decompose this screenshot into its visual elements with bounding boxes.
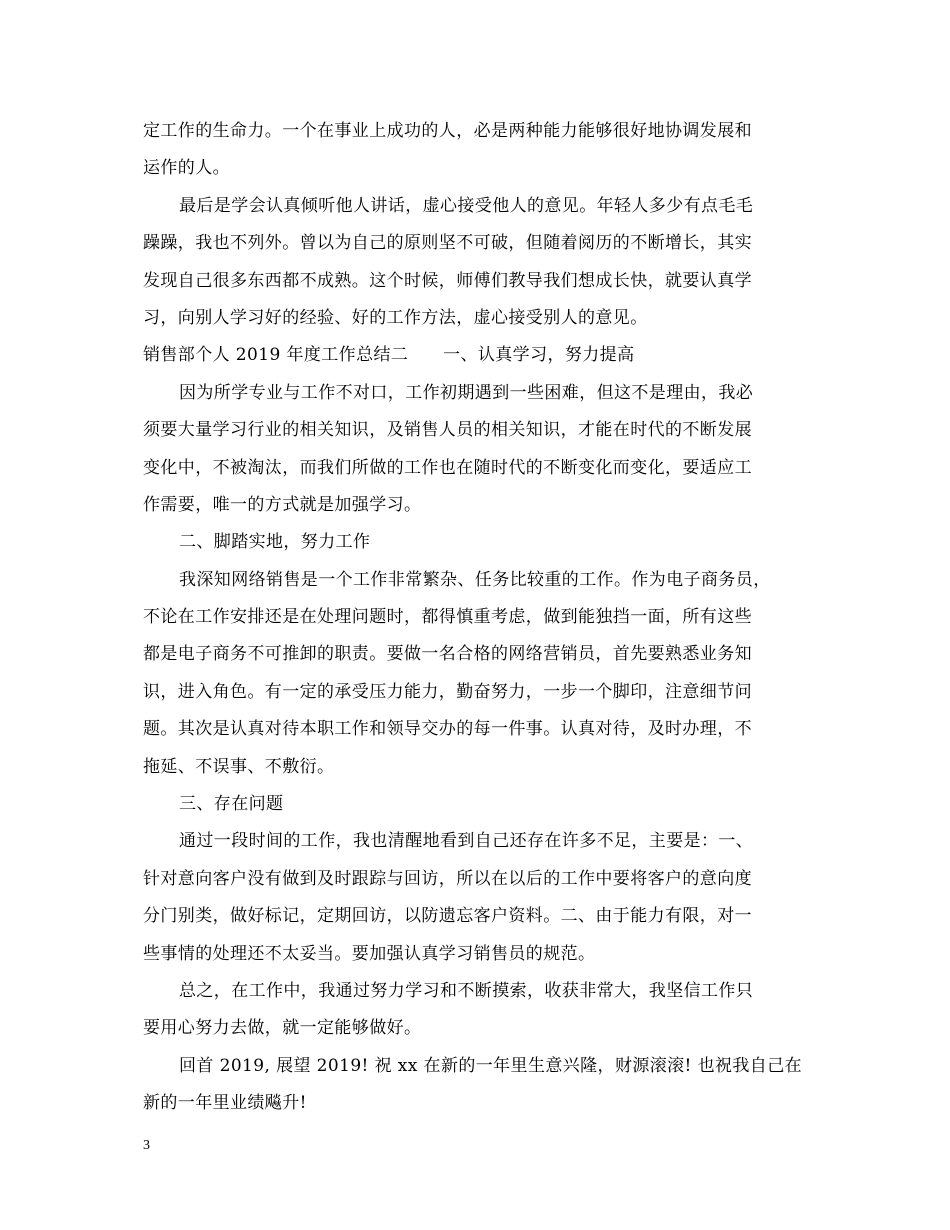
text-line: 不论在工作安排还是在处理问题时，都得慎重考虑，做到能独挡一面，所有这些 bbox=[143, 607, 752, 628]
text-line: 题。其次是认真对待本职工作和领导交办的每一件事。认真对待，及时办理，不 bbox=[143, 719, 752, 740]
text-line: 通过一段时间的工作，我也清醒地看到自己还存在许多不足，主要是：一、 bbox=[179, 831, 754, 852]
text-line: 针对意向客户没有做到及时跟踪与回访，所以在以后的工作中要将客户的意向度 bbox=[143, 868, 752, 889]
text-line: 作需要，唯一的方式就是加强学习。 bbox=[143, 494, 422, 515]
text-line: 最后是学会认真倾听他人讲话，虚心接受他人的意见。年轻人多少有点毛毛 bbox=[179, 195, 754, 216]
text-line: 定工作的生命力。一个在事业上成功的人，必是两种能力能够很好地协调发展和 bbox=[143, 121, 752, 141]
text-line: 变化中，不被淘汰，而我们所做的工作也在随时代的不断变化而变化，要适应工 bbox=[143, 457, 752, 478]
document-body bbox=[143, 113, 813, 1123]
text-line: 发现自己很多东西都不成熟。这个时候，师傅们教导我们想成长快，就要认真学 bbox=[143, 270, 752, 291]
text-line: 拖延、不误事、不敷衍。 bbox=[143, 756, 335, 777]
text-line: 因为所学专业与工作不对口，工作初期遇到一些困难，但这不是理由，我必 bbox=[179, 382, 754, 403]
text-line: 回首 2019, 展望 2019! 祝 xx 在新的一年里生意兴隆，财源滚滚! 也祝我自己在 bbox=[179, 1055, 802, 1076]
text-line: 我深知网络销售是一个工作非常繁杂、任务比较重的工作。作为电子商务员， bbox=[179, 569, 771, 590]
page-number: 3 bbox=[143, 1138, 150, 1153]
section-heading: 二、脚踏实地，努力工作 bbox=[179, 532, 371, 553]
text-line: 都是电子商务不可推卸的职责。要做一名合格的网络营销员，首先要熟悉业务知 bbox=[143, 644, 752, 665]
text-line: 须要大量学习行业的相关知识，及销售人员的相关知识，才能在时代的不断发展 bbox=[143, 420, 752, 441]
text-line: 要用心努力去做，就一定能够做好。 bbox=[143, 1018, 422, 1039]
section-heading: 销售部个人 2019 年度工作总结二 一、认真学习，努力提高 bbox=[143, 345, 635, 366]
text-line: 识，进入角色。有一定的承受压力能力，勤奋努力，一步一个脚印，注意细节问 bbox=[143, 681, 752, 702]
text-line: 习，向别人学习好的经验、好的工作方法，虚心接受别人的意见。 bbox=[143, 307, 648, 328]
text-line: 分门别类，做好标记，定期回访，以防遗忘客户资料。二、由于能力有限，对一 bbox=[143, 906, 752, 927]
text-line: 总之，在工作中，我通过努力学习和不断摸索，收获非常大，我坚信工作只 bbox=[179, 980, 754, 1001]
text-line: 新的一年里业绩飚升! bbox=[143, 1093, 307, 1114]
text-line: 运作的人。 bbox=[143, 158, 230, 179]
text-line: 躁躁，我也不列外。曾以为自己的原则坚不可破，但随着阅历的不断增长，其实 bbox=[143, 233, 752, 254]
section-heading: 三、存在问题 bbox=[179, 794, 284, 815]
text-line: 些事情的处理还不太妥当。要加强认真学习销售员的规范。 bbox=[143, 943, 596, 964]
